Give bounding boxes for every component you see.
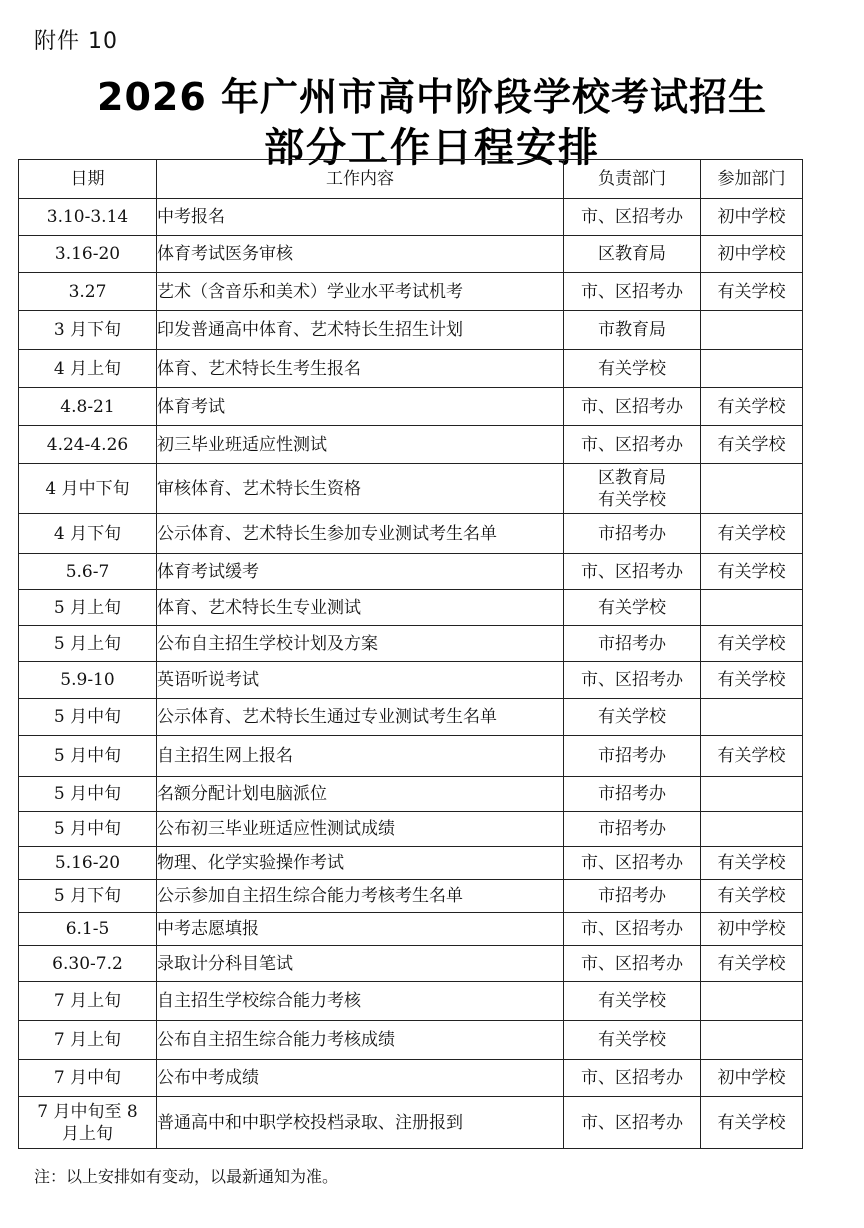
cell-participant: 有关学校 [701,514,803,554]
cell-responsible: 市教育局 [564,311,701,350]
table-row [19,812,803,847]
cell-content: 公示体育、艺术特长生通过专业测试考生名单 [157,699,564,736]
table-row [19,847,803,880]
cell-content: 英语听说考试 [157,662,564,699]
cell-date: 4 月下旬 [19,514,157,554]
cell-content: 审核体育、艺术特长生资格 [157,464,564,514]
cell-responsible: 有关学校 [564,350,701,388]
cell-responsible: 区教育局 [564,236,701,273]
table-row [19,1097,803,1149]
table-header-row [19,160,803,199]
cell-date: 3 月下旬 [19,311,157,350]
cell-responsible: 市招考办 [564,626,701,662]
cell-participant: 有关学校 [701,273,803,311]
table-row [19,777,803,812]
cell-content: 公示参加自主招生综合能力考核考生名单 [157,880,564,913]
table-row [19,311,803,350]
cell-content: 物理、化学实验操作考试 [157,847,564,880]
cell-participant: 初中学校 [701,236,803,273]
document-title-line2: 部分工作日程安排 [264,125,600,171]
cell-date: 3.16-20 [19,236,157,273]
header-responsible: 负责部门 [564,160,701,199]
cell-responsible: 市、区招考办 [564,1060,701,1097]
cell-participant [701,982,803,1021]
cell-responsible: 市招考办 [564,736,701,777]
cell-date: 5.16-20 [19,847,157,880]
cell-participant: 有关学校 [701,626,803,662]
table-row [19,236,803,273]
table-row [19,350,803,388]
cell-date: 5 月下旬 [19,880,157,913]
cell-participant [701,311,803,350]
cell-responsible: 市、区招考办 [564,662,701,699]
table-row [19,554,803,590]
cell-participant: 有关学校 [701,388,803,426]
cell-responsible: 市、区招考办 [564,946,701,982]
cell-date: 7 月上旬 [19,982,157,1021]
cell-participant [701,464,803,514]
table-row [19,880,803,913]
cell-participant [701,350,803,388]
cell-date: 7 月中旬至 8 月上旬 [19,1097,157,1149]
cell-content: 中考志愿填报 [157,913,564,946]
cell-participant: 有关学校 [701,554,803,590]
cell-content: 录取计分科目笔试 [157,946,564,982]
cell-date: 5 月中旬 [19,777,157,812]
cell-responsible: 市招考办 [564,777,701,812]
cell-participant [701,777,803,812]
cell-date: 7 月中旬 [19,1060,157,1097]
cell-date: 4 月上旬 [19,350,157,388]
table-row [19,273,803,311]
cell-responsible: 有关学校 [564,699,701,736]
cell-content: 公布自主招生综合能力考核成绩 [157,1021,564,1060]
cell-date: 6.1-5 [19,913,157,946]
cell-content: 自主招生学校综合能力考核 [157,982,564,1021]
cell-responsible: 有关学校 [564,590,701,626]
header-participant: 参加部门 [701,160,803,199]
cell-participant: 初中学校 [701,913,803,946]
cell-date: 3.10-3.14 [19,199,157,236]
cell-responsible: 有关学校 [564,982,701,1021]
cell-date: 5.6-7 [19,554,157,590]
header-content: 工作内容 [157,160,564,199]
cell-content: 体育考试缓考 [157,554,564,590]
cell-participant: 有关学校 [701,1097,803,1149]
cell-date: 4.8-21 [19,388,157,426]
table-row [19,1060,803,1097]
cell-content: 中考报名 [157,199,564,236]
cell-responsible: 市、区招考办 [564,554,701,590]
table-row [19,464,803,514]
header-date: 日期 [19,160,157,199]
cell-date: 6.30-7.2 [19,946,157,982]
table-row [19,514,803,554]
cell-date: 7 月上旬 [19,1021,157,1060]
cell-date: 5 月上旬 [19,626,157,662]
cell-content: 初三毕业班适应性测试 [157,426,564,464]
cell-content: 公布自主招生学校计划及方案 [157,626,564,662]
table-row [19,736,803,777]
cell-responsible: 市、区招考办 [564,1097,701,1149]
cell-responsible: 市、区招考办 [564,273,701,311]
cell-date: 5 月中旬 [19,699,157,736]
cell-content: 艺术（含音乐和美术）学业水平考试机考 [157,273,564,311]
cell-content: 体育、艺术特长生专业测试 [157,590,564,626]
table-row [19,199,803,236]
cell-date: 5 月中旬 [19,736,157,777]
cell-content: 体育考试医务审核 [157,236,564,273]
attachment-label: 附件 10 [34,29,118,54]
cell-date: 5.9-10 [19,662,157,699]
cell-participant: 初中学校 [701,1060,803,1097]
cell-content: 公布初三毕业班适应性测试成绩 [157,812,564,847]
cell-participant: 有关学校 [701,847,803,880]
document-title-line1: 2026 年广州市高中阶段学校考试招生 [97,75,767,119]
cell-content: 名额分配计划电脑派位 [157,777,564,812]
cell-participant: 有关学校 [701,946,803,982]
table-row [19,662,803,699]
cell-responsible: 市、区招考办 [564,847,701,880]
cell-participant: 初中学校 [701,199,803,236]
cell-date: 4.24-4.26 [19,426,157,464]
table-row [19,946,803,982]
schedule-table [18,159,803,1149]
cell-content: 印发普通高中体育、艺术特长生招生计划 [157,311,564,350]
table-row [19,590,803,626]
cell-date: 5 月上旬 [19,590,157,626]
cell-content: 公示体育、艺术特长生参加专业测试考生名单 [157,514,564,554]
cell-responsible: 市、区招考办 [564,199,701,236]
cell-date: 3.27 [19,273,157,311]
cell-content: 体育、艺术特长生考生报名 [157,350,564,388]
cell-participant [701,590,803,626]
table-row [19,982,803,1021]
cell-responsible: 市、区招考办 [564,913,701,946]
cell-participant: 有关学校 [701,426,803,464]
cell-content: 公布中考成绩 [157,1060,564,1097]
cell-content: 体育考试 [157,388,564,426]
cell-content: 普通高中和中职学校投档录取、注册报到 [157,1097,564,1149]
cell-content: 自主招生网上报名 [157,736,564,777]
cell-responsible: 市招考办 [564,880,701,913]
cell-responsible: 市招考办 [564,514,701,554]
cell-participant: 有关学校 [701,662,803,699]
cell-responsible: 有关学校 [564,1021,701,1060]
cell-responsible: 市招考办 [564,812,701,847]
cell-responsible: 市、区招考办 [564,426,701,464]
table-row [19,1021,803,1060]
cell-participant [701,1021,803,1060]
cell-responsible: 市、区招考办 [564,388,701,426]
cell-participant [701,699,803,736]
footnote: 注：以上安排如有变动，以最新通知为准。 [34,1167,339,1186]
table-row [19,426,803,464]
cell-date: 4 月中下旬 [19,464,157,514]
table-row [19,699,803,736]
cell-participant: 有关学校 [701,736,803,777]
cell-responsible: 区教育局 有关学校 [564,464,701,514]
cell-participant: 有关学校 [701,880,803,913]
table-row [19,626,803,662]
table-row [19,388,803,426]
cell-participant [701,812,803,847]
table-row [19,913,803,946]
cell-date: 5 月中旬 [19,812,157,847]
